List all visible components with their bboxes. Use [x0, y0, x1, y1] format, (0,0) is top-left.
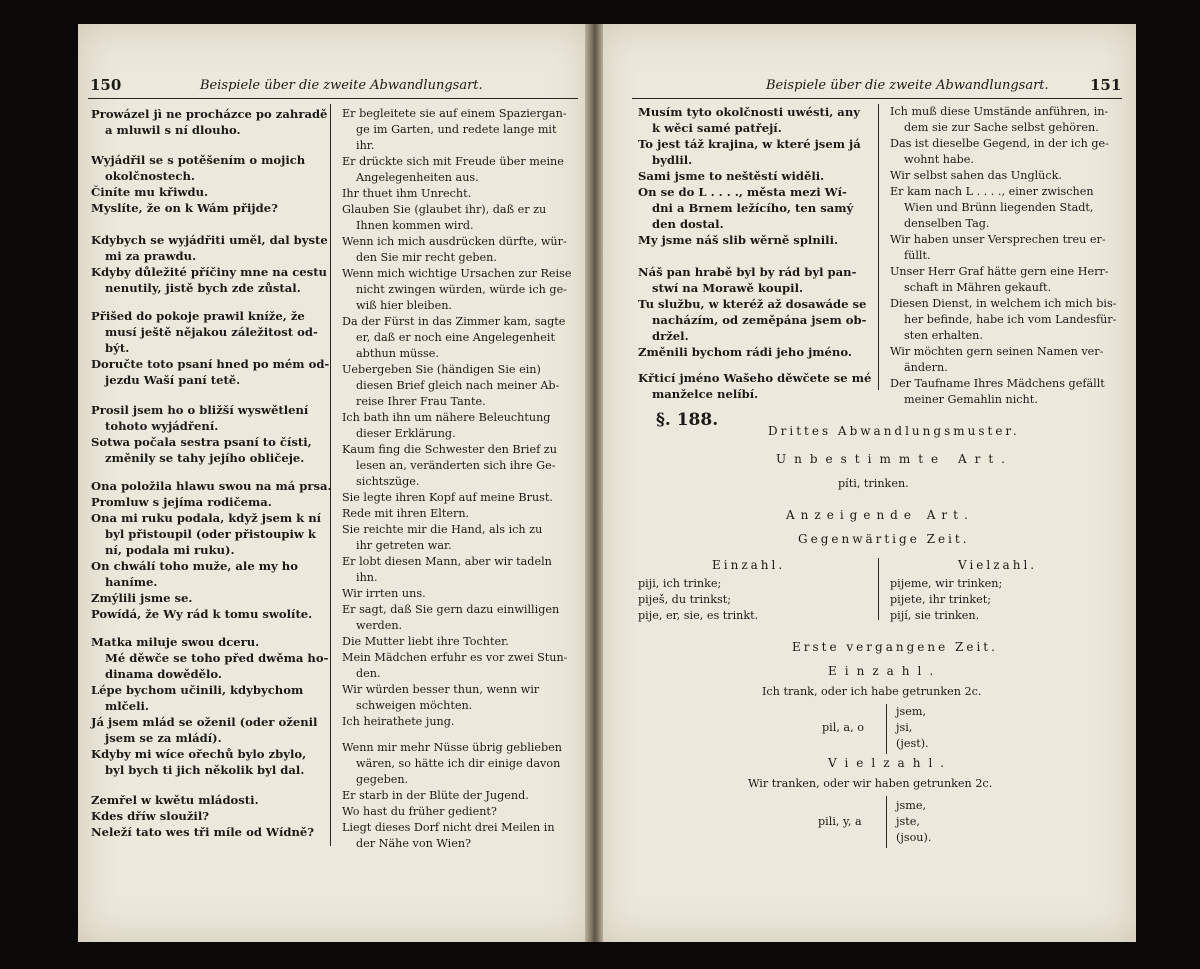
running-header-left: Beispiele über die zweite Abwandlungsart.	[200, 78, 483, 93]
column-divider-left	[330, 104, 331, 846]
heading-gegenwaertige: Gegenwärtige Zeit.	[798, 532, 970, 546]
german-sentence-line: wiß hier bleiben.	[356, 299, 452, 312]
german-sentence-line: Er lobt diesen Mann, aber wir tadeln	[342, 555, 552, 568]
plural-past-stem: pili, y, a	[818, 815, 862, 828]
czech-sentence-line: Tu službu, w kteréž až dosawáde se	[638, 297, 867, 311]
german-sentence-line: meiner Gemahlin nicht.	[904, 393, 1038, 406]
german-sentence-line: Er sagt, daß Sie gern dazu einwilligen	[342, 603, 560, 616]
running-header-right: Beispiele über die zweite Abwandlungsart.	[766, 78, 1049, 93]
heading-vielzahl-2: Vielzahl.	[828, 756, 953, 770]
german-sentence-line: füllt.	[904, 249, 931, 262]
singular-past-stem: pil, a, o	[822, 721, 864, 734]
present-singular-form: piji, ich trinke;	[638, 577, 722, 590]
german-sentence-line: Ihnen kommen wird.	[356, 219, 474, 232]
german-sentence-line: Angelegenheiten aus.	[356, 171, 479, 184]
german-sentence-line: lesen an, veränderten sich ihre Ge-	[356, 459, 556, 472]
present-divider	[878, 558, 879, 620]
singular-aux-form: jsem,	[896, 705, 926, 718]
czech-sentence-line: Zmýlili jsme se.	[91, 591, 193, 605]
german-sentence-line: Wien und Brünn liegenden Stadt,	[904, 201, 1094, 214]
german-sentence-line: Wenn ich mich ausdrücken dürfte, wür-	[342, 235, 567, 248]
czech-sentence-line: Kdyby mi wíce ořechů bylo zbylo,	[91, 747, 307, 761]
german-sentence-line: werden.	[356, 619, 403, 632]
czech-sentence-line: byl bych ti jich několik byl dal.	[105, 763, 305, 777]
plural-aux-form: (jsou).	[896, 831, 932, 844]
present-singular-form: piješ, du trinkst;	[638, 593, 732, 606]
czech-sentence-line: My jsme náš slib wěrně splnili.	[638, 233, 839, 247]
czech-sentence-line: Křticí jméno Wašeho děwčete se mé	[638, 371, 872, 385]
german-sentence-line: gegeben.	[356, 773, 409, 786]
czech-sentence-line: stwí na Morawě koupil.	[652, 281, 804, 295]
german-sentence-line: ge im Garten, und redete lange mit	[356, 123, 557, 136]
czech-sentence-line: k wěci samé patřejí.	[652, 121, 782, 135]
german-sentence-line: Mein Mädchen erfuhr es vor zwei Stun-	[342, 651, 568, 664]
czech-sentence-line: držel.	[652, 329, 689, 343]
czech-sentence-line: On chwálí toho muže, ale my ho	[91, 559, 298, 573]
czech-sentence-line: ní, podala mi ruku).	[105, 543, 235, 557]
czech-sentence-line: jezdu Waší paní tetě.	[105, 373, 241, 387]
czech-sentence-line: Ona položila hlawu swou na má prsa.	[91, 479, 332, 493]
german-sentence-line: er, daß er noch eine Angelegenheit	[356, 331, 555, 344]
german-sentence-line: dem sie zur Sache selbst gehören.	[904, 121, 1099, 134]
german-sentence-line: denselben Tag.	[904, 217, 990, 230]
german-sentence-line: her befinde, habe ich vom Landesfür-	[904, 313, 1117, 326]
german-sentence-line: diesen Brief gleich nach meiner Ab-	[356, 379, 560, 392]
german-sentence-line: Wir möchten gern seinen Namen ver-	[890, 345, 1104, 358]
heading-vielzahl-1: Vielzahl.	[958, 558, 1038, 572]
page-number-left: 150	[90, 76, 122, 94]
german-sentence-line: wohnt habe.	[904, 153, 974, 166]
czech-sentence-line: tohoto wyjádření.	[105, 419, 219, 433]
czech-sentence-line: Matka miluje swou dceru.	[91, 635, 260, 649]
german-sentence-line: Ihr thuet ihm Unrecht.	[342, 187, 472, 200]
german-sentence-line: Liegt dieses Dorf nicht drei Meilen in	[342, 821, 555, 834]
book-gutter	[585, 24, 603, 942]
conjugation-title: Drittes Abwandlungsmuster.	[768, 424, 1020, 438]
german-sentence-line: Das ist dieselbe Gegend, in der ich ge-	[890, 137, 1109, 150]
column-divider-right	[878, 104, 879, 390]
czech-sentence-line: Mé děwče se toho před dwěma ho-	[105, 651, 329, 665]
german-sentence-line: Wenn mir mehr Nüsse übrig geblieben	[342, 741, 562, 754]
german-sentence-line: Er kam nach L . . . ., einer zwischen	[890, 185, 1094, 198]
heading-einzahl-1: Einzahl.	[712, 558, 786, 572]
german-sentence-line: wären, so hätte ich dir einige davon	[356, 757, 561, 770]
german-sentence-line: Wir würden besser thun, wenn wir	[342, 683, 540, 696]
czech-sentence-line: Musím tyto okolčnosti uwésti, any	[638, 105, 860, 119]
czech-sentence-line: haníme.	[105, 575, 158, 589]
czech-sentence-line: Já jsem mlád se oženil (oder oženil	[91, 715, 318, 729]
german-sentence-line: Sie reichte mir die Hand, als ich zu	[342, 523, 543, 536]
czech-sentence-line: být.	[105, 341, 130, 355]
german-sentence-line: ihr getreten war.	[356, 539, 452, 552]
german-sentence-line: schaft in Mähren gekauft.	[904, 281, 1052, 294]
czech-sentence-line: byl přistoupil (oder přistoupiw k	[105, 527, 316, 541]
czech-sentence-line: dni a Brnem ležícího, ten samý	[652, 201, 854, 215]
czech-sentence-line: dinama dowědělo.	[105, 667, 222, 681]
czech-sentence-line: mlčeli.	[105, 699, 149, 713]
czech-sentence-line: Činíte mu křiwdu.	[91, 185, 209, 199]
german-sentence-line: nicht zwingen würden, würde ich ge-	[356, 283, 567, 296]
german-sentence-line: den Sie mir recht geben.	[356, 251, 497, 264]
german-sentence-line: den.	[356, 667, 381, 680]
czech-sentence-line: mi za prawdu.	[105, 249, 197, 263]
german-sentence-line: Glauben Sie (glaubet ihr), daß er zu	[342, 203, 547, 216]
czech-sentence-line: nacházím, od zeměpána jsem ob-	[652, 313, 867, 327]
czech-sentence-line: Kdybych se wyjádřiti uměl, dal byste	[91, 233, 328, 247]
czech-sentence-line: okolčnostech.	[105, 169, 195, 183]
czech-sentence-line: Kdes dříw sloužil?	[91, 809, 210, 823]
heading-einzahl-2: Einzahl.	[828, 664, 942, 678]
singular-brace	[886, 704, 887, 754]
german-sentence-line: Die Mutter liebt ihre Tochter.	[342, 635, 509, 648]
czech-sentence-line: Myslíte, že on k Wám přijde?	[91, 201, 278, 215]
singular-past-german: Ich trank, oder ich habe getrunken 2c.	[762, 685, 982, 698]
heading-unbestimmte: Unbestimmte Art.	[776, 452, 1013, 466]
german-sentence-line: dieser Erklärung.	[356, 427, 456, 440]
plural-brace	[886, 796, 887, 848]
czech-sentence-line: Promluw s jejíma rodičema.	[91, 495, 272, 509]
present-singular-form: pije, er, sie, es trinkt.	[638, 609, 759, 622]
german-sentence-line: ihr.	[356, 139, 375, 152]
present-plural-form: pijí, sie trinken.	[890, 609, 980, 622]
german-sentence-line: Unser Herr Graf hätte gern eine Herr-	[890, 265, 1109, 278]
header-rule-right	[632, 98, 1122, 99]
plural-past-german: Wir tranken, oder wir haben getrunken 2c.	[748, 777, 993, 790]
czech-sentence-line: Změnili bychom rádi jeho jméno.	[638, 345, 852, 359]
czech-sentence-line: den dostal.	[652, 217, 724, 231]
czech-sentence-line: Náš pan hrabě byl by rád byl pan-	[638, 265, 857, 279]
present-plural-form: pijete, ihr trinket;	[890, 593, 992, 606]
czech-sentence-line: To jest táž krajina, w které jsem já	[638, 137, 861, 151]
czech-sentence-line: Prosil jsem ho o bližší wyswětlení	[91, 403, 309, 417]
heading-anzeigende: Anzeigende Art.	[786, 508, 974, 522]
german-sentence-line: sichtszüge.	[356, 475, 420, 488]
german-sentence-line: Er drückte sich mit Freude über meine	[342, 155, 564, 168]
czech-sentence-line: Powídá, že Wy rád k tomu swolíte.	[91, 607, 313, 621]
german-sentence-line: ändern.	[904, 361, 948, 374]
czech-sentence-line: Wyjádřil se s potěšením o mojich	[91, 153, 306, 167]
german-sentence-line: Wir haben unser Versprechen treu er-	[890, 233, 1106, 246]
czech-sentence-line: Sotwa počala sestra psaní to čísti,	[91, 435, 312, 449]
czech-sentence-line: Doručte toto psaní hned po mém od-	[91, 357, 330, 371]
german-sentence-line: Rede mit ihren Eltern.	[342, 507, 470, 520]
german-sentence-line: Sie legte ihren Kopf auf meine Brust.	[342, 491, 553, 504]
czech-sentence-line: nenutily, jistě bych zde zůstal.	[105, 281, 301, 295]
czech-sentence-line: Zemřel w kwětu mládosti.	[91, 793, 259, 807]
czech-sentence-line: a mluwil s ní dlouho.	[105, 123, 241, 137]
german-sentence-line: Er begleitete sie auf einem Spaziergan-	[342, 107, 567, 120]
german-sentence-line: schweigen möchten.	[356, 699, 473, 712]
german-sentence-line: ihn.	[356, 571, 378, 584]
singular-aux-form: (jest).	[896, 737, 929, 750]
plural-aux-form: jsme,	[896, 799, 926, 812]
german-sentence-line: reise Ihrer Frau Tante.	[356, 395, 486, 408]
german-sentence-line: Da der Fürst in das Zimmer kam, sagte	[342, 315, 566, 328]
german-sentence-line: Der Taufname Ihres Mädchens gefällt	[890, 377, 1105, 390]
present-plural-form: pijeme, wir trinken;	[890, 577, 1003, 590]
german-sentence-line: Ich bath ihn um nähere Beleuchtung	[342, 411, 551, 424]
czech-sentence-line: Kdyby důležité příčiny mne na cestu	[91, 265, 327, 279]
czech-sentence-line: bydlil.	[652, 153, 693, 167]
german-sentence-line: sten erhalten.	[904, 329, 983, 342]
german-sentence-line: Wo hast du früher gedient?	[342, 805, 497, 818]
czech-sentence-line: Přišed do pokoje prawil kníže, že	[91, 309, 305, 323]
czech-sentence-line: Prowázel jì ne procházce po zahradě	[91, 107, 328, 121]
singular-aux-form: jsi,	[896, 721, 913, 734]
heading-erste: Erste vergangene Zeit.	[792, 640, 998, 654]
german-sentence-line: Wir irrten uns.	[342, 587, 426, 600]
german-sentence-line: abthun müsse.	[356, 347, 439, 360]
german-sentence-line: Diesen Dienst, in welchem ich mich bis-	[890, 297, 1117, 310]
german-sentence-line: Uebergeben Sie (händigen Sie ein)	[342, 363, 541, 376]
german-sentence-line: der Nähe von Wien?	[356, 837, 472, 850]
header-rule-left	[88, 98, 578, 99]
czech-sentence-line: Neleží tato wes tři míle od Wídně?	[91, 825, 315, 839]
czech-sentence-line: Lépe bychom učinili, kdybychom	[91, 683, 304, 697]
plural-aux-form: jste,	[896, 815, 920, 828]
czech-sentence-line: jsem se za mládí).	[105, 731, 222, 745]
czech-sentence-line: manželce nelíbí.	[652, 387, 759, 401]
german-sentence-line: Er starb in der Blüte der Jugend.	[342, 789, 529, 802]
czech-sentence-line: změnily se tahy jejího obličeje.	[105, 451, 305, 465]
german-sentence-line: Kaum fing die Schwester den Brief zu	[342, 443, 557, 456]
german-sentence-line: Ich muß diese Umstände anführen, in-	[890, 105, 1109, 118]
german-sentence-line: Wir selbst sahen das Unglück.	[890, 169, 1062, 182]
czech-sentence-line: On se do L . . . ., města mezi Wí-	[638, 185, 847, 199]
section-number: §. 188.	[656, 410, 719, 430]
german-sentence-line: Ich heirathete jung.	[342, 715, 455, 728]
german-sentence-line: Wenn mich wichtige Ursachen zur Reise	[342, 267, 572, 280]
czech-sentence-line: musí ještě nějakou záležitost od-	[105, 325, 318, 339]
czech-sentence-line: Ona mi ruku podala, když jsem k ní	[91, 511, 322, 525]
page-number-right: 151	[1090, 76, 1122, 94]
infinitive: píti, trinken.	[838, 477, 909, 490]
czech-sentence-line: Sami jsme to neštěstí widěli.	[638, 169, 825, 183]
